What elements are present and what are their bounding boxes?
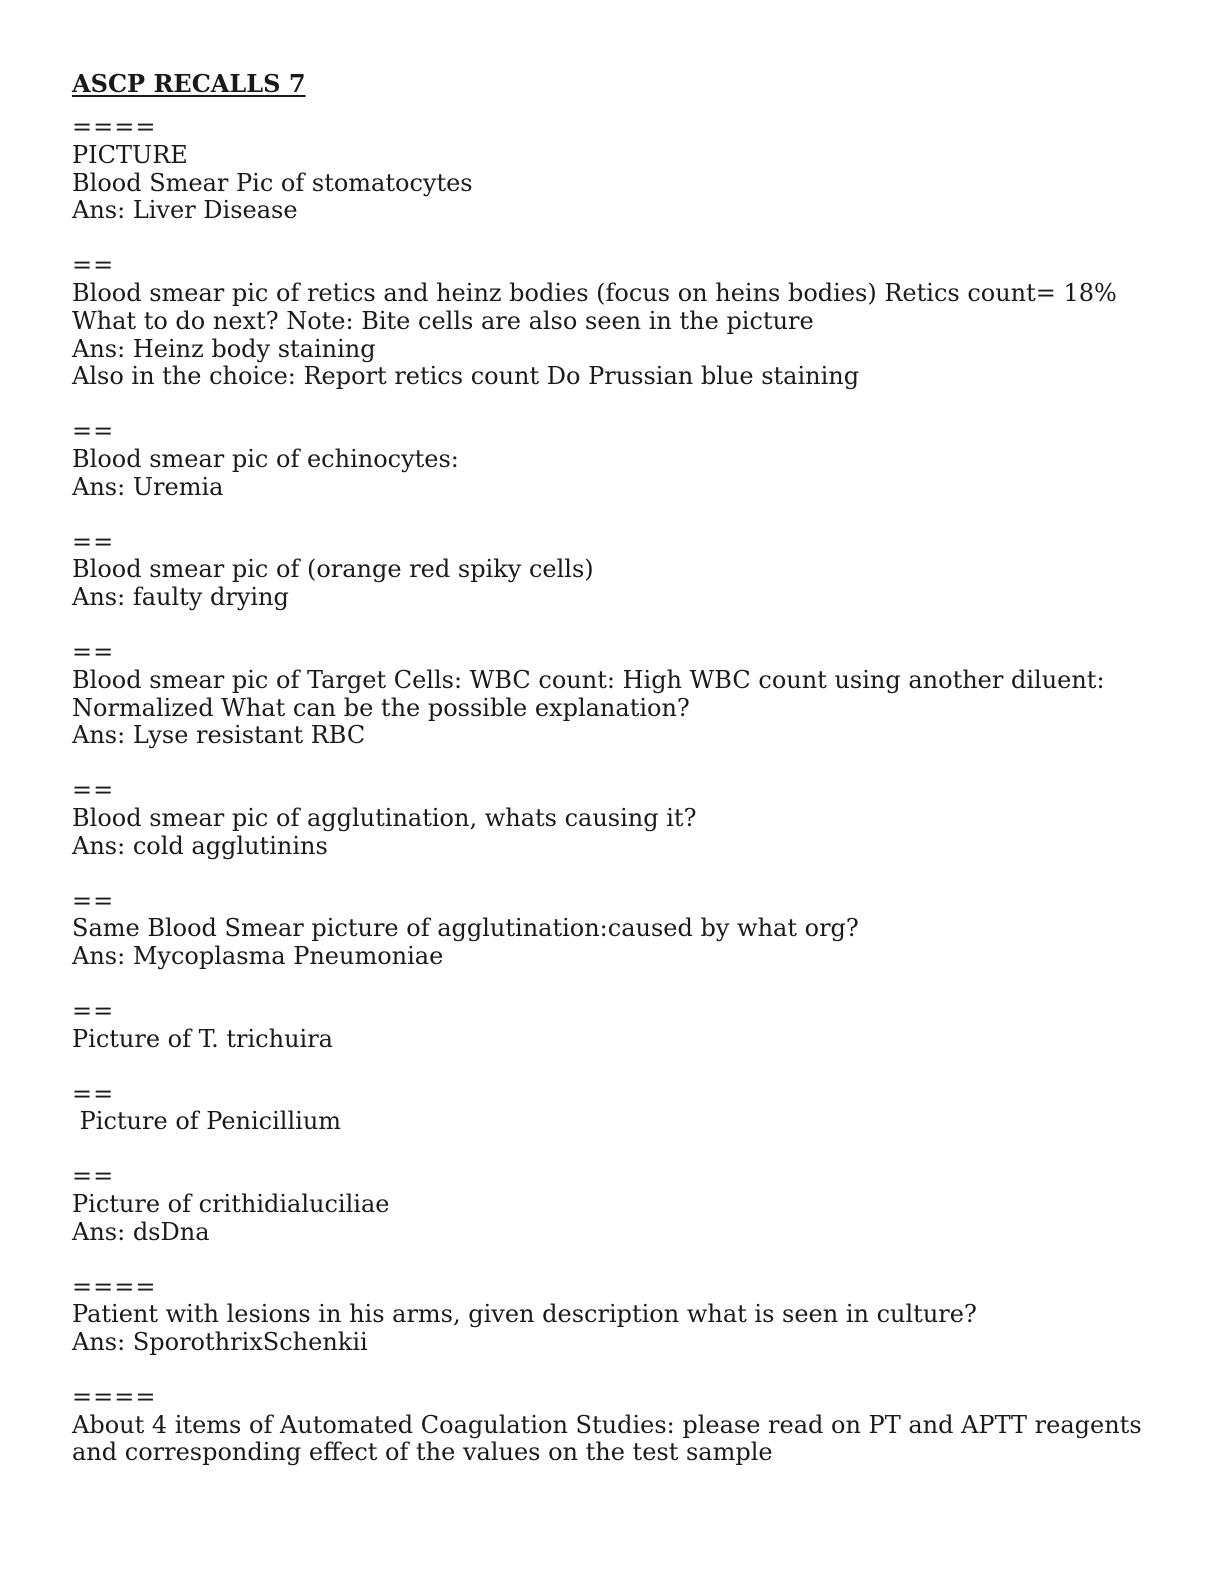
section-separator: == — [72, 527, 115, 556]
section-line: Also in the choice: Report retics count Do Prussian blue staining — [72, 362, 860, 391]
section-line: Blood smear pic of echinocytes: — [72, 444, 459, 473]
section-line: Blood smear pic of (orange red spiky cells) — [72, 555, 594, 584]
section-line: Ans: cold agglutinins — [72, 831, 328, 860]
section-line: Ans: Liver Disease — [72, 196, 298, 225]
section-line: Ans: faulty drying — [72, 583, 289, 612]
section-line: What to do next? Note: Bite cells are also seen in the picture — [72, 306, 814, 335]
section — [72, 529, 1162, 612]
section — [72, 998, 1162, 1054]
document-page — [72, 70, 1162, 1467]
section — [72, 252, 1162, 391]
section-line: Patient with lesions in his arms, given description what is seen in culture? — [72, 1300, 977, 1329]
section-line: Normalized What can be the possible explanation? — [72, 693, 690, 722]
section-separator: == — [72, 996, 115, 1025]
section-separator: == — [72, 1162, 115, 1191]
section — [72, 639, 1162, 750]
section-separator: == — [72, 776, 115, 805]
section-line: PICTURE — [72, 140, 188, 169]
section-separator: ==== — [72, 1382, 157, 1411]
section-separator: ==== — [72, 1272, 157, 1301]
section-line: Blood smear pic of agglutination, whats causing it? — [72, 803, 697, 832]
section-separator: == — [72, 637, 115, 666]
section-line: Ans: dsDna — [72, 1217, 210, 1246]
section — [72, 888, 1162, 971]
section-separator: == — [72, 417, 115, 446]
section-line: Picture of T. trichuira — [72, 1024, 333, 1053]
section-separator: == — [72, 886, 115, 915]
section — [72, 1163, 1162, 1246]
section-line: Picture of Penicillium — [72, 1107, 342, 1136]
section-line: Same Blood Smear picture of agglutination:caused by what org? — [72, 914, 859, 943]
section-line: Ans: Mycoplasma Pneumoniae — [72, 942, 444, 971]
section — [72, 1274, 1162, 1357]
section-line: Blood Smear Pic of stomatocytes — [72, 168, 473, 197]
section-line: and corresponding effect of the values on the test sample — [72, 1438, 773, 1467]
section — [72, 114, 1162, 225]
section — [72, 1384, 1162, 1467]
section — [72, 418, 1162, 501]
section-line: Blood smear pic of retics and heinz bodies (focus on heins bodies) Retics count= 18% — [72, 278, 1117, 307]
section-line: Ans: Heinz body staining — [72, 334, 376, 363]
section-line: Ans: Lyse resistant RBC — [72, 721, 366, 750]
section-line: About 4 items of Automated Coagulation Studies: please read on PT and APTT reagents — [72, 1410, 1142, 1439]
section-separator: ==== — [72, 113, 157, 141]
section-line: Ans: SporothrixSchenkii — [72, 1328, 368, 1357]
section-line: Picture of crithidialuciliae — [72, 1189, 390, 1218]
section-separator: == — [72, 251, 115, 280]
section — [72, 777, 1162, 860]
section-line: Ans: Uremia — [72, 472, 224, 501]
section — [72, 1081, 1162, 1137]
document-title: ASCP RECALLS 7 — [72, 69, 306, 98]
section-separator: == — [72, 1079, 115, 1108]
section-line: Blood smear pic of Target Cells: WBC count: High WBC count using another diluent: — [72, 665, 1105, 694]
